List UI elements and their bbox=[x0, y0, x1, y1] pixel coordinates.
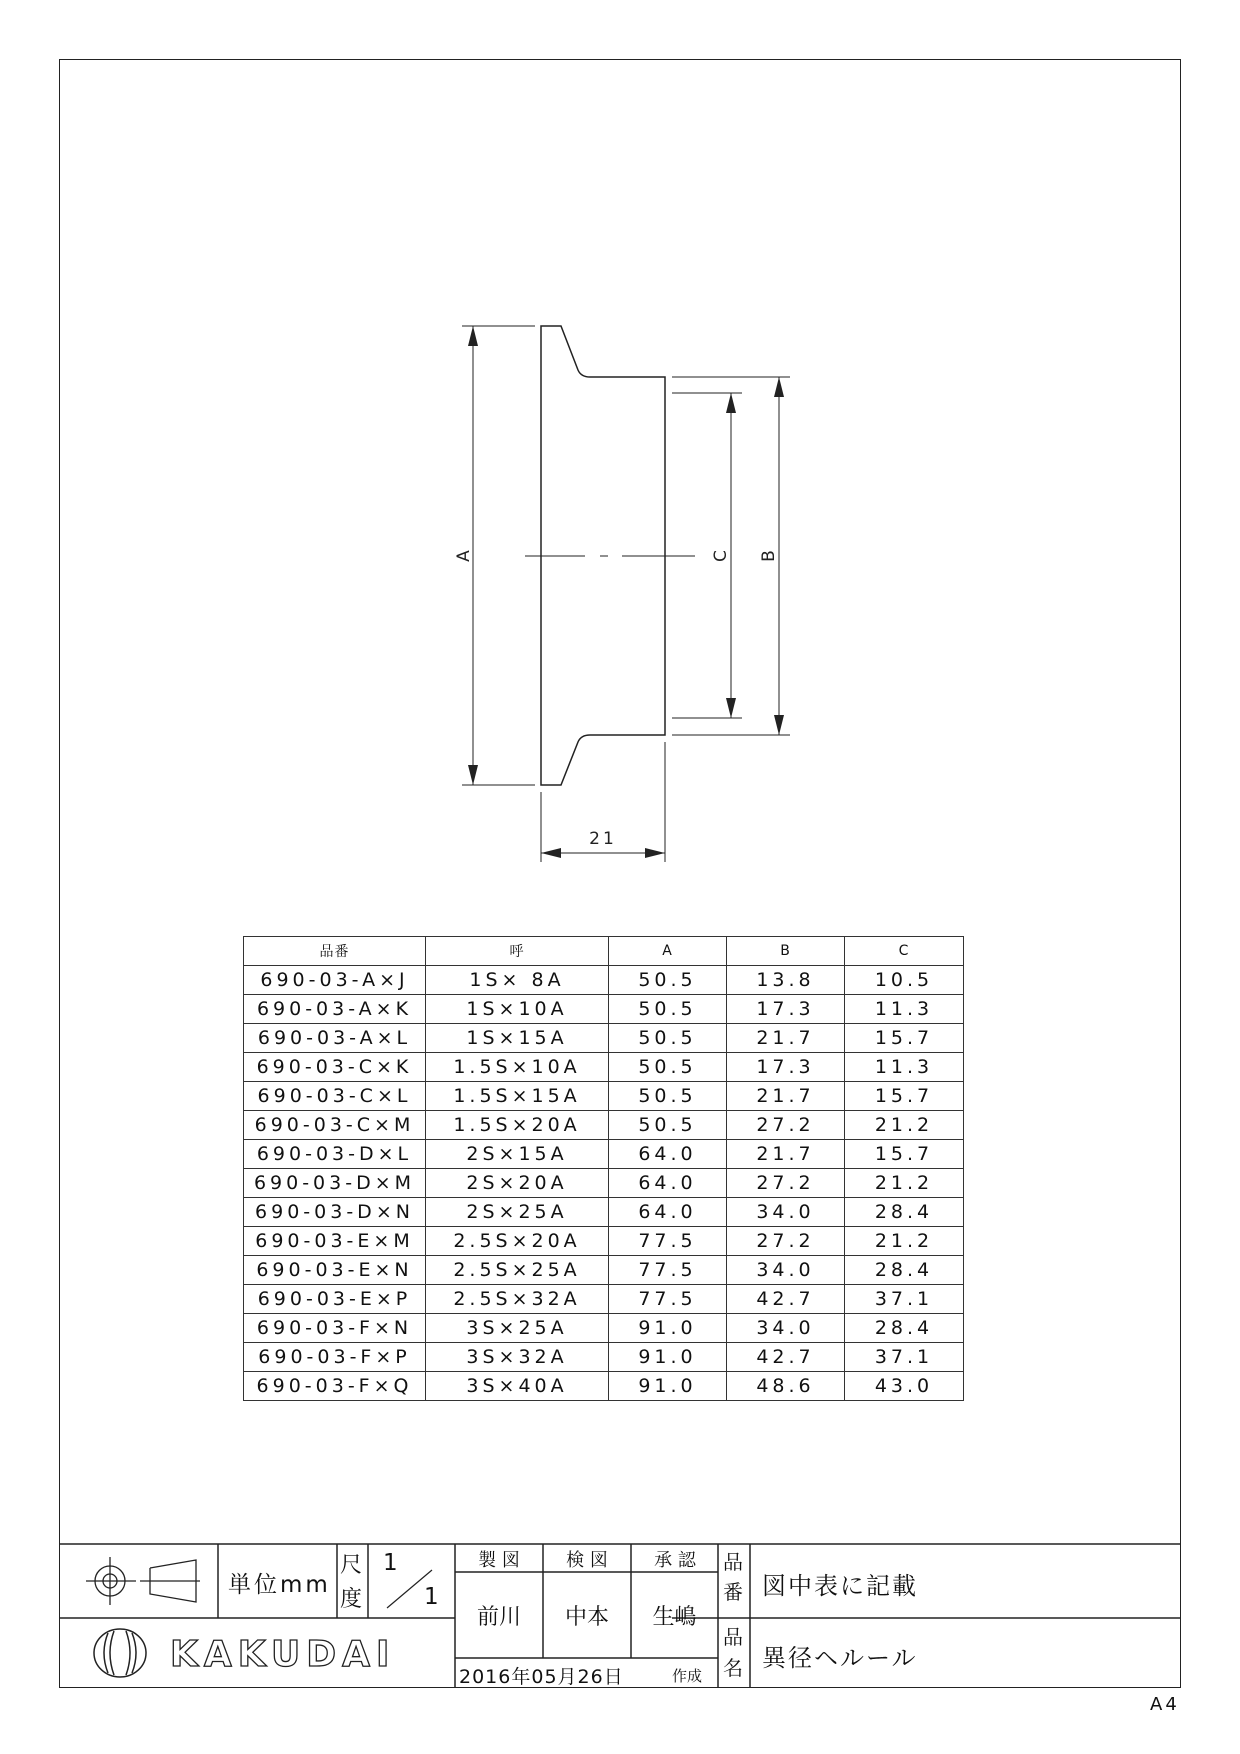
scale-denominator: 1 bbox=[424, 1584, 439, 1610]
table-row bbox=[244, 1198, 964, 1227]
cell-c: 15.7 bbox=[845, 1082, 964, 1111]
cell-c: 15.7 bbox=[845, 1140, 964, 1169]
unit-label: 単位mm bbox=[228, 1572, 331, 1598]
cell-b: 21.7 bbox=[727, 1140, 845, 1169]
table-row bbox=[244, 1227, 964, 1256]
col-header-a: A bbox=[609, 937, 727, 966]
cell-nominal: 1.5S×15A bbox=[426, 1082, 609, 1111]
cell-c: 43.0 bbox=[845, 1372, 964, 1401]
cell-b: 13.8 bbox=[727, 966, 845, 995]
cell-c: 28.4 bbox=[845, 1198, 964, 1227]
cell-a: 50.5 bbox=[609, 1053, 727, 1082]
table-body bbox=[244, 966, 964, 1401]
col-header-c: C bbox=[845, 937, 964, 966]
cell-a: 50.5 bbox=[609, 966, 727, 995]
cell-part-no: 690-03-C×M bbox=[244, 1111, 426, 1140]
cell-c: 11.3 bbox=[845, 1053, 964, 1082]
cell-b: 17.3 bbox=[727, 1053, 845, 1082]
col-header-b: B bbox=[727, 937, 845, 966]
projection-symbol-icon bbox=[86, 1557, 200, 1605]
cell-part-no: 690-03-F×Q bbox=[244, 1372, 426, 1401]
part-no: 図中表に記載 bbox=[762, 1572, 918, 1600]
scale-label-2: 度 bbox=[340, 1587, 363, 1612]
cell-nominal: 3S×25A bbox=[426, 1314, 609, 1343]
cell-b: 27.2 bbox=[727, 1227, 845, 1256]
table-row bbox=[244, 995, 964, 1024]
part-name-label-1: 品 bbox=[723, 1625, 743, 1649]
cell-b: 27.2 bbox=[727, 1111, 845, 1140]
cell-b: 27.2 bbox=[727, 1169, 845, 1198]
table-row bbox=[244, 1343, 964, 1372]
cell-a: 91.0 bbox=[609, 1372, 727, 1401]
paper-size: A4 bbox=[1150, 1694, 1180, 1715]
brand-name: KAKUDAI bbox=[170, 1634, 396, 1675]
drawn-by: 前川 bbox=[476, 1605, 521, 1630]
cell-part-no: 690-03-E×N bbox=[244, 1256, 426, 1285]
dim-b-label: B bbox=[759, 550, 779, 562]
cell-c: 37.1 bbox=[845, 1285, 964, 1314]
cell-part-no: 690-03-E×M bbox=[244, 1227, 426, 1256]
table-header-row bbox=[244, 937, 964, 966]
created-label: 作成 bbox=[672, 1667, 703, 1685]
part-no-label-2: 番 bbox=[723, 1580, 743, 1604]
spec-table bbox=[243, 936, 964, 1401]
cell-a: 77.5 bbox=[609, 1285, 727, 1314]
cell-a: 50.5 bbox=[609, 1111, 727, 1140]
table-row bbox=[244, 1314, 964, 1343]
dimension-lines bbox=[462, 326, 790, 862]
cell-c: 15.7 bbox=[845, 1024, 964, 1053]
cell-nominal: 1S×10A bbox=[426, 995, 609, 1024]
cell-a: 50.5 bbox=[609, 1024, 727, 1053]
cell-a: 91.0 bbox=[609, 1314, 727, 1343]
kakudai-logo-icon bbox=[94, 1629, 146, 1677]
cell-part-no: 690-03-A×K bbox=[244, 995, 426, 1024]
table-row bbox=[244, 1256, 964, 1285]
cell-b: 34.0 bbox=[727, 1256, 845, 1285]
cell-part-no: 690-03-A×L bbox=[244, 1024, 426, 1053]
cell-nominal: 1.5S×10A bbox=[426, 1053, 609, 1082]
cell-b: 21.7 bbox=[727, 1024, 845, 1053]
scale-label-1: 尺 bbox=[340, 1553, 363, 1578]
cell-a: 77.5 bbox=[609, 1227, 727, 1256]
cell-c: 10.5 bbox=[845, 966, 964, 995]
cell-nominal: 3S×40A bbox=[426, 1372, 609, 1401]
cell-a: 50.5 bbox=[609, 995, 727, 1024]
cell-part-no: 690-03-E×P bbox=[244, 1285, 426, 1314]
cell-part-no: 690-03-F×P bbox=[244, 1343, 426, 1372]
cell-c: 21.2 bbox=[845, 1227, 964, 1256]
col-header-part-no: 品番 bbox=[244, 937, 426, 966]
cell-b: 34.0 bbox=[727, 1314, 845, 1343]
dimension-arrows bbox=[468, 326, 784, 858]
table-row bbox=[244, 1140, 964, 1169]
approved-label: 承 認 bbox=[654, 1550, 696, 1571]
cell-b: 48.6 bbox=[727, 1372, 845, 1401]
cell-b: 17.3 bbox=[727, 995, 845, 1024]
cell-part-no: 690-03-C×K bbox=[244, 1053, 426, 1082]
cell-c: 37.1 bbox=[845, 1343, 964, 1372]
table-row bbox=[244, 1111, 964, 1140]
ferrule-outline bbox=[525, 326, 695, 785]
cell-b: 42.7 bbox=[727, 1285, 845, 1314]
table-row bbox=[244, 1082, 964, 1111]
date: 2016年05月26日 bbox=[459, 1666, 624, 1688]
cell-nominal: 2.5S×32A bbox=[426, 1285, 609, 1314]
cell-a: 77.5 bbox=[609, 1256, 727, 1285]
cell-c: 21.2 bbox=[845, 1111, 964, 1140]
table-row bbox=[244, 1285, 964, 1314]
drawn-label: 製 図 bbox=[478, 1550, 520, 1571]
cell-c: 28.4 bbox=[845, 1314, 964, 1343]
approved-by: 生嶋 bbox=[652, 1605, 697, 1630]
cell-nominal: 2S×15A bbox=[426, 1140, 609, 1169]
cell-nominal: 2.5S×25A bbox=[426, 1256, 609, 1285]
cell-part-no: 690-03-D×N bbox=[244, 1198, 426, 1227]
checked-by: 中本 bbox=[564, 1605, 609, 1630]
cell-a: 64.0 bbox=[609, 1198, 727, 1227]
cell-a: 64.0 bbox=[609, 1140, 727, 1169]
col-header-nominal: 呼 bbox=[426, 937, 609, 966]
table-row bbox=[244, 1372, 964, 1401]
cell-c: 28.4 bbox=[845, 1256, 964, 1285]
dim-length-label: 21 bbox=[589, 829, 617, 849]
cell-a: 50.5 bbox=[609, 1082, 727, 1111]
cell-part-no: 690-03-F×N bbox=[244, 1314, 426, 1343]
table-row bbox=[244, 1024, 964, 1053]
cell-a: 64.0 bbox=[609, 1169, 727, 1198]
cell-a: 91.0 bbox=[609, 1343, 727, 1372]
scale-numerator: 1 bbox=[383, 1550, 398, 1576]
part-no-label-1: 品 bbox=[723, 1550, 743, 1574]
cell-b: 42.7 bbox=[727, 1343, 845, 1372]
cell-b: 21.7 bbox=[727, 1082, 845, 1111]
table-row bbox=[244, 1169, 964, 1198]
part-name-label-2: 名 bbox=[723, 1656, 743, 1680]
cell-nominal: 2S×20A bbox=[426, 1169, 609, 1198]
cell-nominal: 2S×25A bbox=[426, 1198, 609, 1227]
dim-a-label: A bbox=[454, 550, 474, 562]
cell-nominal: 3S×32A bbox=[426, 1343, 609, 1372]
dim-c-label: C bbox=[711, 550, 731, 562]
cell-nominal: 1S× 8A bbox=[426, 966, 609, 995]
cell-part-no: 690-03-A×J bbox=[244, 966, 426, 995]
cell-part-no: 690-03-C×L bbox=[244, 1082, 426, 1111]
checked-label: 検 図 bbox=[566, 1550, 608, 1571]
cell-part-no: 690-03-D×M bbox=[244, 1169, 426, 1198]
cell-c: 11.3 bbox=[845, 995, 964, 1024]
cell-nominal: 2.5S×20A bbox=[426, 1227, 609, 1256]
cell-nominal: 1.5S×20A bbox=[426, 1111, 609, 1140]
part-name: 異径ヘルール bbox=[762, 1644, 918, 1672]
cell-b: 34.0 bbox=[727, 1198, 845, 1227]
cell-nominal: 1S×15A bbox=[426, 1024, 609, 1053]
table-row bbox=[244, 966, 964, 995]
cell-c: 21.2 bbox=[845, 1169, 964, 1198]
table-row bbox=[244, 1053, 964, 1082]
cell-part-no: 690-03-D×L bbox=[244, 1140, 426, 1169]
